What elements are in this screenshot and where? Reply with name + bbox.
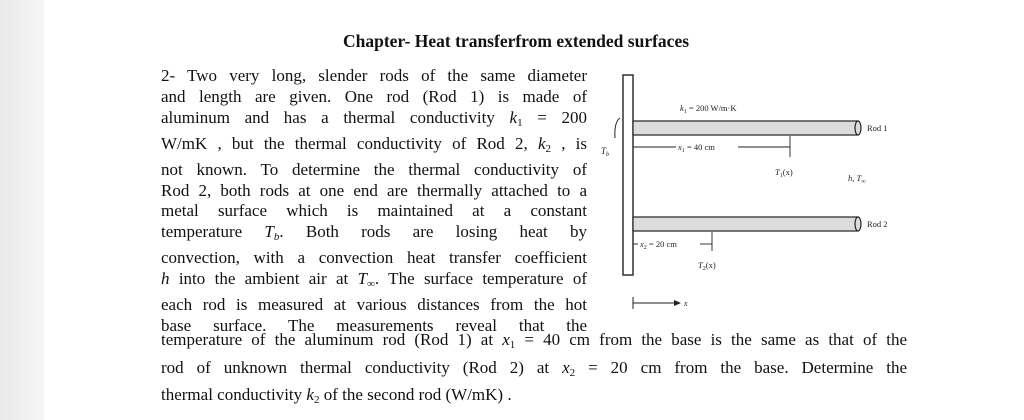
problem-line-6: Rod 2, both rods at one end are thermally attached to a: [161, 180, 587, 200]
page-edge-shadow: [0, 0, 44, 420]
problem-paragraph: [161, 66, 587, 337]
problem-line-5: not known. To determine the thermal conductivity of: [161, 159, 587, 179]
problem-line-13: temperature of the aluminum rod (Rod 1) at $x_1 = 40$ cm from the base is the same as that of the: [161, 330, 908, 351]
problem-line-12: base surface. The measurements reveal that the: [161, 315, 587, 335]
x-axis-label: x: [684, 299, 688, 308]
base-brace: [615, 118, 620, 138]
t2-label: $T_2(x)$: [698, 260, 716, 272]
problem-tail: [161, 329, 907, 412]
problem-line-15: thermal conductivity $k_2$ of the second rod (W/mK) .: [161, 385, 512, 406]
chapter-heading: Chapter- Heat transferfrom extended surfaces: [343, 31, 690, 51]
base-temperature-label: $T_b$: [601, 146, 610, 158]
problem-line-10: h into the ambient air at $T_\infty$. The surface temperature of: [161, 269, 587, 291]
t1-label: $T_1(x)$: [775, 167, 793, 179]
rod-2-end: [855, 217, 861, 231]
problem-line-11: each rod is measured at various distances from the hot: [161, 295, 587, 315]
convection-label: h, $T_\infty$: [848, 173, 866, 185]
rod-1-label: Rod 1: [867, 123, 888, 133]
rod-1: [633, 121, 858, 135]
problem-line-7: metal surface which is maintained at a constant: [161, 201, 587, 221]
problem-line-2: and length are given. One rod (Rod 1) is made of: [161, 86, 587, 106]
problem-line-1: 2- Two very long, slender rods of the same diameter: [161, 66, 587, 85]
problem-line-14: rod of unknown thermal conductivity (Rod 2) at $x_2 = 20$ cm from the base. Determine the: [161, 357, 907, 379]
rods-diagram: [590, 60, 920, 330]
x-axis-arrowhead: [674, 300, 681, 306]
rod-1-end: [855, 121, 861, 135]
x2-label: $x_2 = 20$ cm: [640, 239, 677, 251]
rod-2: [633, 217, 858, 231]
rod-2-label: Rod 2: [867, 219, 888, 229]
problem-line-8: temperature $T_b$. Both rods are losing heat by: [161, 222, 587, 244]
problem-line-4: W/mK , but the thermal conductivity of Rod 2, $k_2$ , is: [161, 133, 588, 155]
problem-line-9: convection, with a convection heat transfer coefficient: [161, 248, 587, 268]
problem-line-3: aluminum and has a thermal conductivity $k_1 = 200$: [161, 107, 587, 129]
base-plate: [623, 75, 633, 275]
x1-label: $x_1 = 40$ cm: [678, 142, 715, 154]
k1-label: $k_1 = 200$ W/m·K: [680, 103, 737, 115]
